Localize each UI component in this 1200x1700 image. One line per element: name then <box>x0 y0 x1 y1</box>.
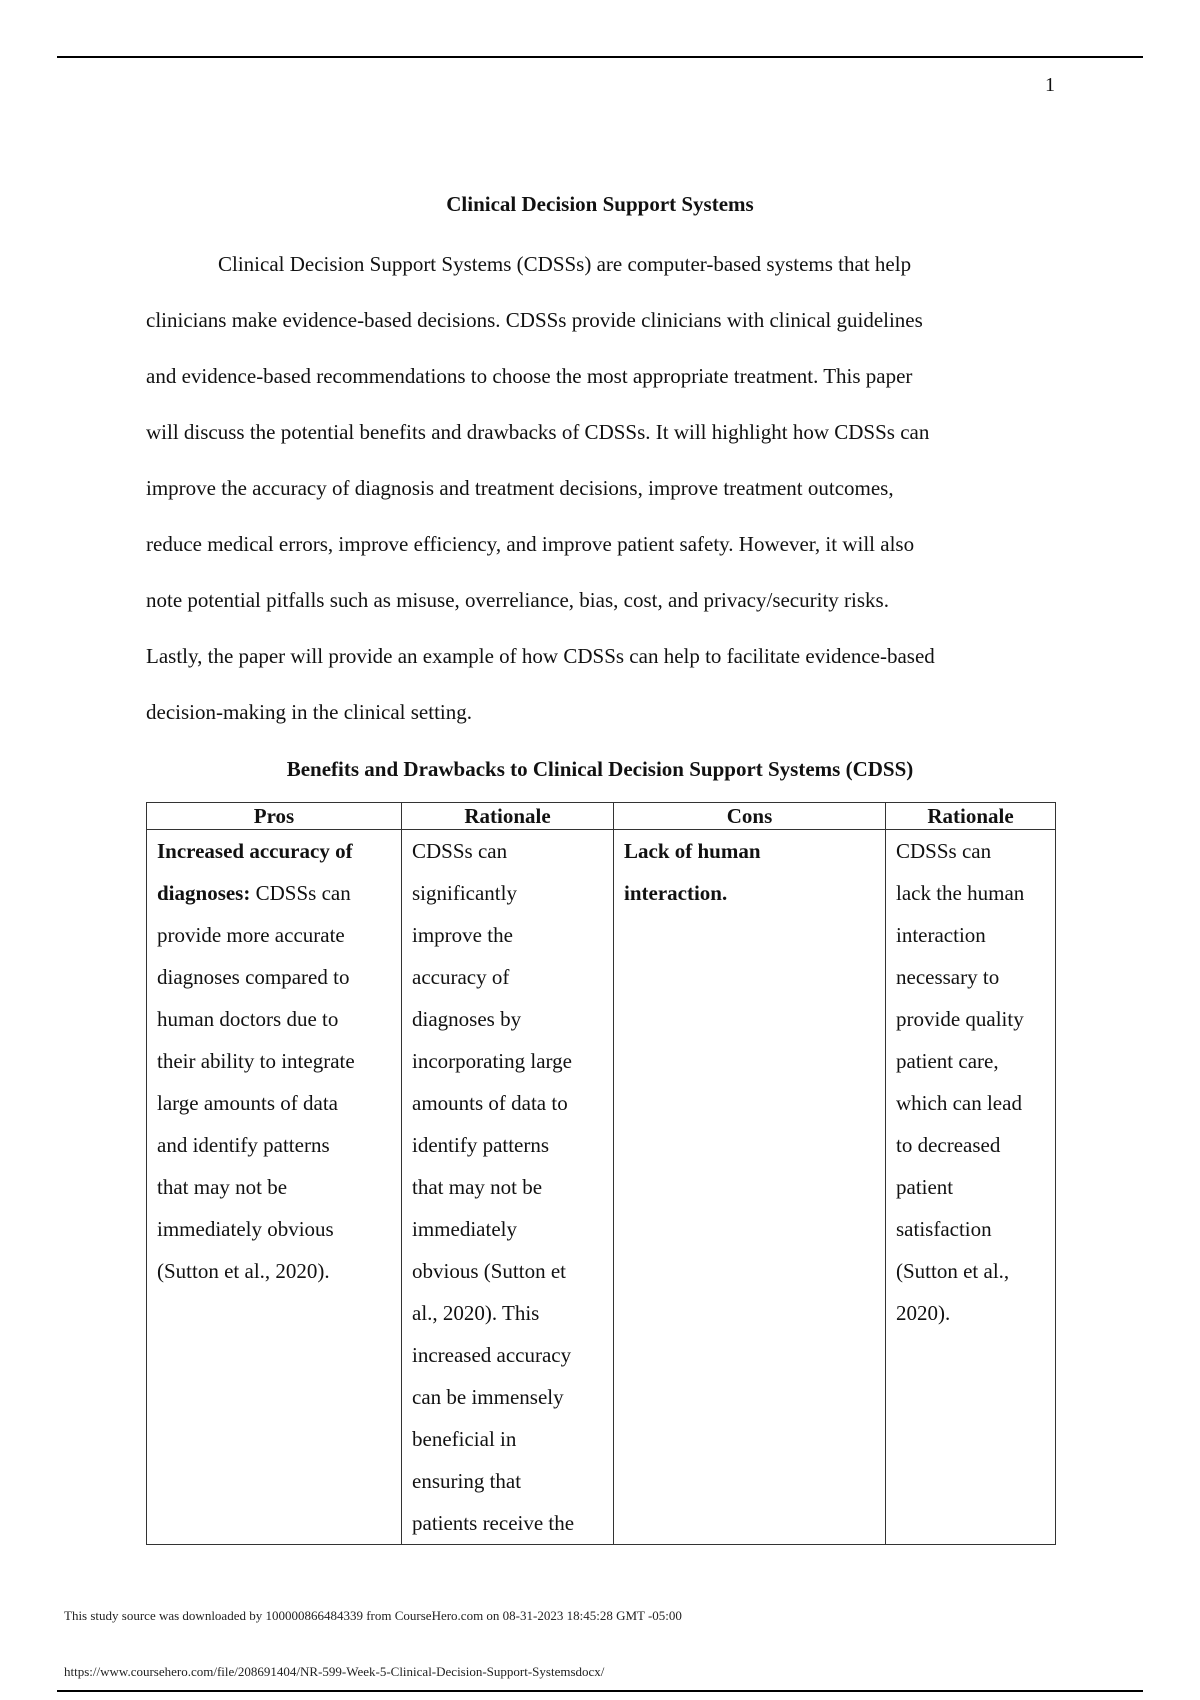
cell-line: identify patterns <box>412 1133 550 1157</box>
source-url-link[interactable]: https://www.coursehero.com/file/208691404/NR-599-Week-5-Clinical-Decision-Support-Systemsdocx/ <box>64 1664 605 1679</box>
cell-line: patients receive the <box>412 1511 575 1535</box>
table-caption: Benefits and Drawbacks to Clinical Decision Support Systems (CDSS) <box>286 757 914 781</box>
text-run: provide more accurate <box>157 923 345 947</box>
cell-line <box>157 998 391 1040</box>
intro-line: Lastly, the paper will provide an example of how CDSSs can help to facilitate evidence-based <box>146 644 935 668</box>
intro-line: Clinical Decision Support Systems (CDSSs) are computer-based systems that help <box>218 252 912 276</box>
intro-line: clinicians make evidence-based decisions. CDSSs provide clinicians with clinical guidelines <box>146 308 923 332</box>
cell-line: incorporating large <box>412 1049 572 1073</box>
cell-line: interaction. <box>624 881 728 905</box>
intro-line: improve the accuracy of diagnosis and treatment decisions, improve treatment outcomes, <box>146 476 894 500</box>
table-header-row <box>147 803 1056 830</box>
cell-line: ensuring that <box>412 1469 522 1493</box>
text-run: human doctors due to <box>157 1007 339 1031</box>
cons-cell <box>614 830 886 1545</box>
text-run: their ability to integrate <box>157 1049 355 1073</box>
cell-line: diagnoses by <box>412 1007 522 1031</box>
cell-line: al., 2020). This <box>412 1301 540 1325</box>
document-title: Clinical Decision Support Systems <box>446 192 754 216</box>
text-run: and identify patterns <box>157 1133 330 1157</box>
cell-line: which can lead <box>896 1091 1022 1115</box>
cell-line: amounts of data to <box>412 1091 568 1115</box>
header-cons-rationale: Rationale <box>886 803 1056 830</box>
cell-line: immediately <box>412 1217 517 1241</box>
cell-line: interaction <box>896 923 986 947</box>
cell-line: improve the <box>412 923 513 947</box>
cell-line <box>157 956 391 998</box>
text-run: (Sutton et al., 2020). <box>157 1259 330 1283</box>
cell-line: satisfaction <box>896 1217 992 1241</box>
cell-line: to decreased <box>896 1133 1001 1157</box>
cell-line: significantly <box>412 881 517 905</box>
cell-line: patient care, <box>896 1049 999 1073</box>
cell-line <box>157 1250 391 1292</box>
intro-line: reduce medical errors, improve efficiency, and improve patient safety. However, it will also <box>146 532 915 556</box>
cell-line: patient <box>896 1175 954 1199</box>
bold-run: diagnoses: <box>157 881 251 905</box>
benefits-drawbacks-table <box>146 802 1056 1545</box>
bold-run: Increased accuracy of <box>157 839 353 863</box>
text-run: large amounts of data <box>157 1091 338 1115</box>
text-run: immediately obvious <box>157 1217 334 1241</box>
cell-line: lack the human <box>896 881 1025 905</box>
cell-line <box>157 914 391 956</box>
download-notice: This study source was downloaded by 100000866484339 from CourseHero.com on 08-31-2023 18:45:28 GMT -05:00 <box>64 1608 682 1623</box>
cell-line: CDSSs can <box>896 839 992 863</box>
cell-line <box>157 830 391 872</box>
cell-line <box>157 1124 391 1166</box>
table-row <box>147 830 1056 1545</box>
header-pros-rationale: Rationale <box>402 803 614 830</box>
cell-line: beneficial in <box>412 1427 517 1451</box>
cell-line: (Sutton et al., <box>896 1259 1010 1283</box>
text-run: diagnoses compared to <box>157 965 350 989</box>
cons-rationale-cell <box>886 830 1056 1545</box>
footer-rule <box>57 1690 1143 1692</box>
cell-line <box>157 1166 391 1208</box>
text-run: CDSSs can <box>250 881 351 905</box>
intro-line: will discuss the potential benefits and drawbacks of CDSSs. It will highlight how CDSSs can <box>146 420 930 444</box>
cell-line <box>157 1208 391 1250</box>
intro-paragraph <box>146 236 1066 740</box>
cell-line: increased accuracy <box>412 1343 572 1367</box>
cell-line <box>157 1082 391 1124</box>
cell-line <box>157 1040 391 1082</box>
page-number: 1 <box>1045 74 1055 96</box>
cell-line: can be immensely <box>412 1385 564 1409</box>
cell-line: that may not be <box>412 1175 543 1199</box>
pros-cell <box>147 830 402 1545</box>
header-rule <box>57 56 1143 58</box>
header-cons: Cons <box>614 803 886 830</box>
cell-line: obvious (Sutton et <box>412 1259 567 1283</box>
intro-line: note potential pitfalls such as misuse, overreliance, bias, cost, and privacy/security risks. <box>146 588 889 612</box>
cell-line: provide quality <box>896 1007 1024 1031</box>
cell-line: necessary to <box>896 965 1000 989</box>
text-run: that may not be <box>157 1175 288 1199</box>
cell-line <box>157 872 391 914</box>
intro-line: and evidence-based recommendations to choose the most appropriate treatment. This paper <box>146 364 913 388</box>
cell-line: CDSSs can <box>412 839 508 863</box>
cell-line: accuracy of <box>412 965 510 989</box>
intro-line: decision-making in the clinical setting. <box>146 700 473 724</box>
header-pros: Pros <box>147 803 402 830</box>
cell-line: 2020). <box>896 1301 951 1325</box>
cell-line: Lack of human <box>624 839 761 863</box>
pros-rationale-cell <box>402 830 614 1545</box>
